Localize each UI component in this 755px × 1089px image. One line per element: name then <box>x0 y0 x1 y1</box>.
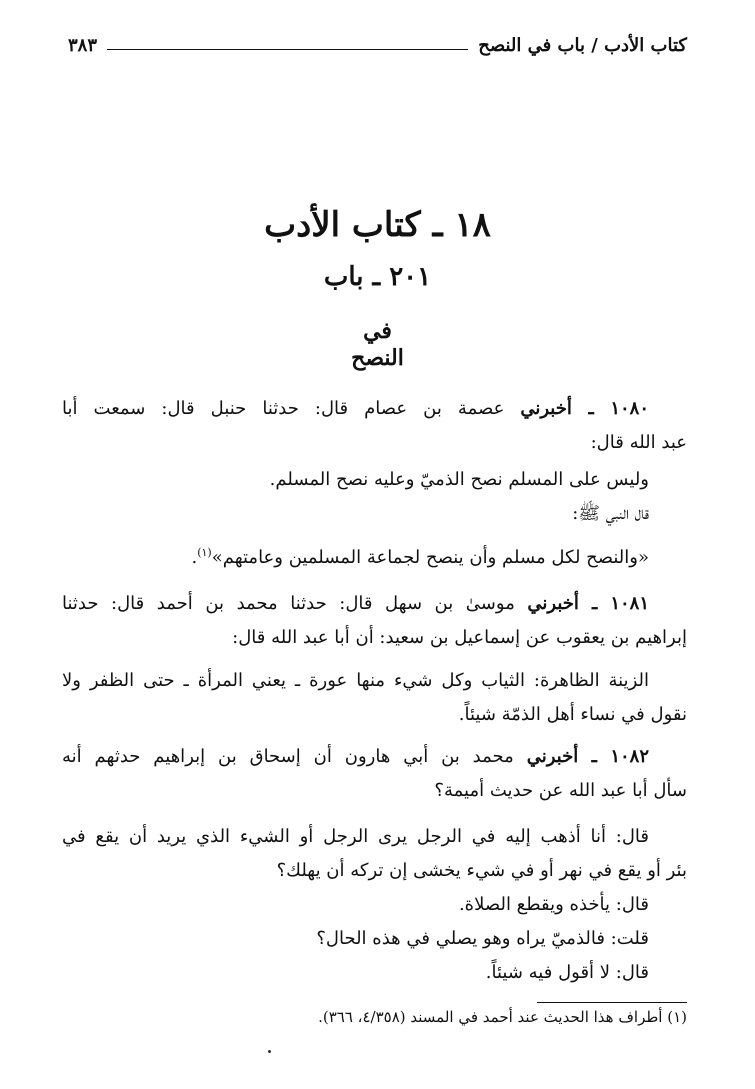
section-heading: ٢٠١ ـ باب <box>323 262 432 292</box>
text-line: قال: لا أقول فيه شيئاً. <box>485 962 649 983</box>
narration-1080 <box>62 392 687 460</box>
narration-1081 <box>62 587 687 655</box>
text-line <box>62 587 687 621</box>
text-line: عبد الله قال: <box>590 432 687 453</box>
text-line: وليس على المسلم نصح الذميّ وعليه نصح المسلم. <box>269 469 649 490</box>
print-speck <box>268 1050 271 1053</box>
text-line <box>62 740 687 774</box>
page-number: ٣٨٣ <box>68 34 98 56</box>
text-line: إبراهيم بن يعقوب عن إسماعيل بن سعيد: أن أبا عبد الله قال: <box>232 627 687 648</box>
narration-number: ١٠٨١ ـ <box>578 593 649 614</box>
text-line: الزينة الظاهرة: الثياب وكل شيء منها عورة ـ يعني المرأة ـ حتى الظفر ولا <box>62 670 649 691</box>
text-line: نقول في نساء أهل الذمّة شيئاً. <box>458 704 687 725</box>
text-line: سأل أبا عبد الله عن حديث أميمة؟ <box>434 780 687 801</box>
footnote: (١) أطراف هذا الحديث عند أحمد في المسند (٤/٣٥٨، ٣٦٦). <box>318 1008 687 1026</box>
text-line <box>62 536 687 575</box>
footnote-ref: (١) <box>197 546 212 559</box>
subheading-fi: في <box>363 318 392 344</box>
text-span: عصمة بن عصام قال: حدثنا حنبل قال: سمعت أبا <box>62 398 521 419</box>
narration-number: ١٠٨٢ ـ <box>578 746 649 767</box>
running-header <box>68 30 687 60</box>
text-span: موسىٰ بن سهل قال: حدثنا محمد بن أحمد قال: حدثنا <box>62 593 528 614</box>
narration-number: ١٠٨٠ ـ <box>571 398 649 419</box>
text-span: . <box>191 547 198 568</box>
keyword: أخبرني <box>527 593 579 614</box>
narration-1082-text <box>62 820 687 990</box>
subheading-topic: النصح <box>351 345 404 371</box>
text-span: محمد بن أبي هارون أن إسحاق بن إبراهيم حدثهم أنه <box>62 746 527 767</box>
text-line: قال: أنا أذهب إليه في الرجل يرى الرجل أو الشيء الذي يريد أن يقع في <box>62 826 649 847</box>
text-line: قال النبي ﷺ: <box>572 503 649 524</box>
header-rule <box>107 49 468 50</box>
chapter-heading: ١٨ ـ كتاب الأدب <box>264 205 491 245</box>
keyword: أخبرني <box>520 398 572 419</box>
narration-1082 <box>62 740 687 808</box>
text-line <box>62 392 687 426</box>
quote-block <box>62 463 687 531</box>
footnote-rule <box>537 1002 687 1003</box>
keyword: أخبرني <box>526 746 579 767</box>
text-span: «والنصح لكل مسلم وأن ينصح لجماعة المسلمين وعامتهم» <box>211 547 649 568</box>
running-header-title: كتاب الأدب / باب في النصح <box>478 34 687 56</box>
text-line: بئر أو يقع في نهر أو في شيء يخشى إن تركه أن يهلك؟ <box>276 860 687 881</box>
text-line: قلت: فالذميّ يراه وهو يصلي في هذه الحال؟ <box>316 928 649 949</box>
text-line: قال: يأخذه ويقطع الصلاة. <box>458 894 649 915</box>
narration-1081-text <box>62 664 687 732</box>
hadith-quote <box>62 536 687 575</box>
